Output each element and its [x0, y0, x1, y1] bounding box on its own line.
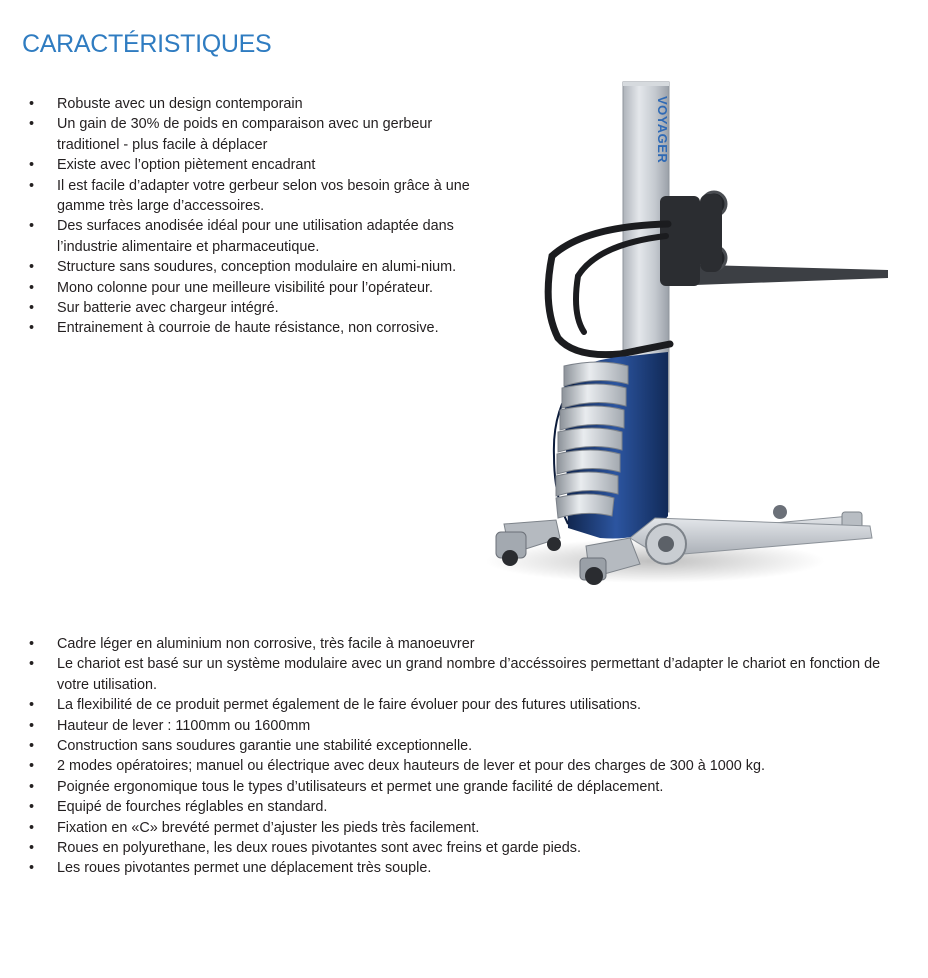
- features-list-bottom: [23, 634, 903, 879]
- feature-item: • Sur batterie avec chargeur intégré.: [23, 298, 489, 318]
- feature-item: • Il est facile d’adapter votre gerbeur selon vos besoin grâce à une gamme très large d’accessoires.: [23, 176, 489, 217]
- page-title: CARACTÉRISTIQUES: [22, 30, 272, 58]
- stacker-illustration: [480, 76, 900, 606]
- features-list-top: [23, 94, 489, 339]
- fork: [660, 192, 888, 286]
- feature-item: • La flexibilité de ce produit permet également de le faire évoluer pour des futures utilisations.: [23, 695, 903, 715]
- product-image-stacker: [480, 76, 900, 606]
- feature-item: • Robuste avec un design contemporain: [23, 94, 489, 114]
- feature-item: • Le chariot est basé sur un système modulaire avec un grand nombre d’accéssoires permettant d’adapter le chariot en fonction de votre utilisation.: [23, 654, 903, 695]
- feature-item: • Hauteur de lever : 1100mm ou 1600mm: [23, 716, 903, 736]
- feature-item: • Poignée ergonomique tous le types d’utilisateurs et permet une grande facilité de déplacement.: [23, 777, 903, 797]
- feature-item: • Construction sans soudures garantie une stabilité exceptionnelle.: [23, 736, 903, 756]
- drive-body: [554, 352, 668, 539]
- feature-item: • Un gain de 30% de poids en comparaison avec un gerbeur traditionel - plus facile à déplacer: [23, 114, 489, 155]
- feature-item: • Roues en polyurethane, les deux roues pivotantes sont avec freins et garde pieds.: [23, 838, 903, 858]
- feature-item: • Existe avec l’option piètement encadrant: [23, 155, 489, 175]
- feature-item: • Cadre léger en aluminium non corrosive, très facile à manoeuvrer: [23, 634, 903, 654]
- feature-item: • Les roues pivotantes permet une déplacement très souple.: [23, 858, 903, 878]
- feature-item: • 2 modes opératoires; manuel ou électrique avec deux hauteurs de lever et pour des charges de 300 à 1000 kg.: [23, 756, 903, 776]
- feature-item: • Mono colonne pour une meilleure visibilité pour l’opérateur.: [23, 278, 489, 298]
- feature-item: • Equipé de fourches réglables en standard.: [23, 797, 903, 817]
- feature-item: • Entrainement à courroie de haute résistance, non corrosive.: [23, 318, 489, 338]
- brand-logo: VOYAGER: [655, 96, 670, 164]
- feature-item: • Fixation en «C» brevété permet d’ajuster les pieds très facilement.: [23, 818, 903, 838]
- feature-item: • Des surfaces anodisée idéal pour une utilisation adaptée dans l’industrie alimentaire et pharmaceutique.: [23, 216, 489, 257]
- feature-item: • Structure sans soudures, conception modulaire en alumi-nium.: [23, 257, 489, 277]
